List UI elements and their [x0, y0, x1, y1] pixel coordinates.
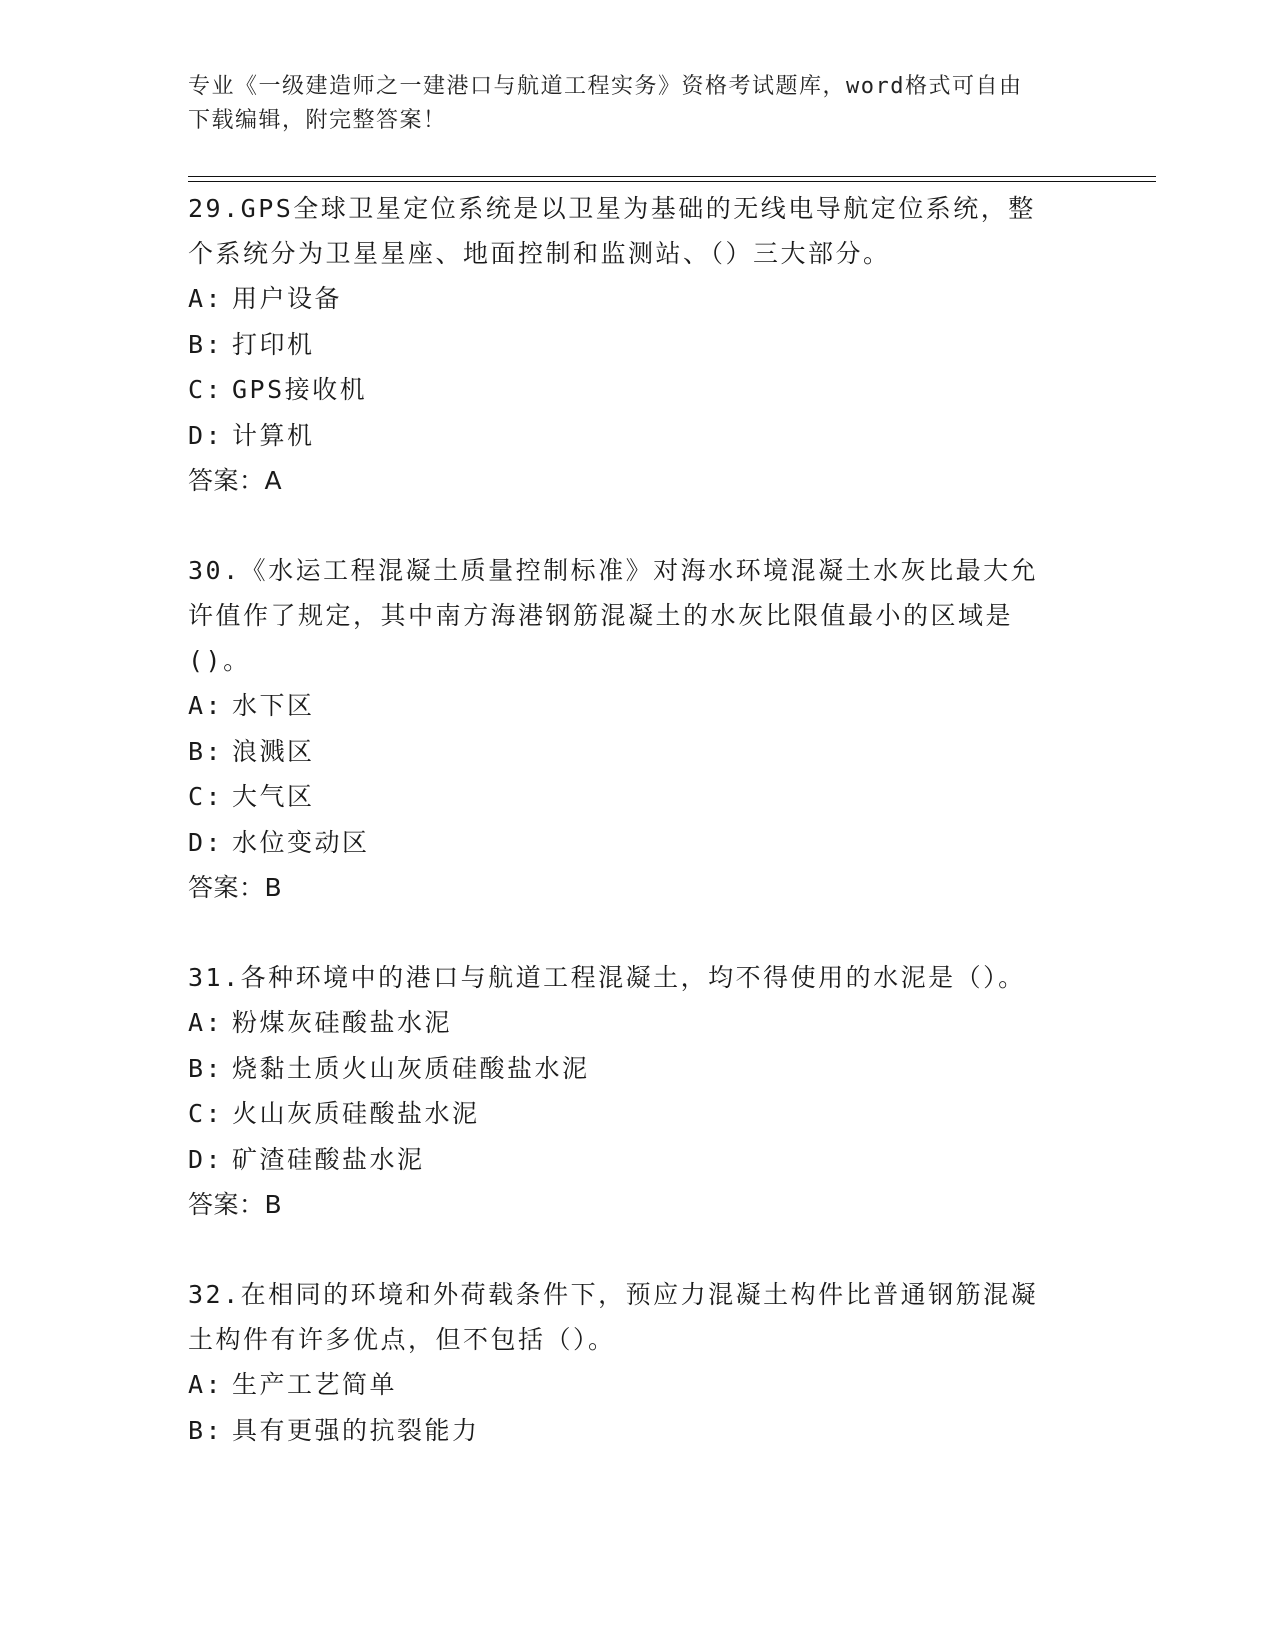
- header-divider-top: [188, 176, 1156, 177]
- question-list: [188, 186, 1088, 1453]
- question-stem-line: 许值作了规定，其中南方海港钢筋混凝土的水灰比限值最小的区域是: [188, 601, 1014, 630]
- option-text: 烧黏土质火山灰质硅酸盐水泥: [232, 1053, 590, 1083]
- option-letter: A:: [188, 1370, 224, 1399]
- option-b: [188, 1046, 1088, 1092]
- question-stem-line: 土构件有许多优点，但不包括（）。: [188, 1325, 616, 1354]
- option-letter: B:: [188, 1053, 224, 1083]
- option-c: [188, 774, 1088, 820]
- question-stem-line: 30.《水运工程混凝土质量控制标准》对海水环境混凝土水灰比最大允: [188, 556, 1039, 585]
- question-32: [188, 1272, 1088, 1453]
- option-letter: A:: [188, 691, 224, 720]
- option-text: 用户设备: [232, 284, 343, 313]
- option-letter: D:: [188, 1144, 224, 1174]
- option-text: 打印机: [232, 329, 315, 359]
- answer-line: 答案：A: [188, 466, 283, 495]
- option-b: [188, 729, 1088, 775]
- header-divider-bottom: [188, 181, 1156, 182]
- question-spacer: [188, 1227, 1088, 1272]
- question-spacer: [188, 910, 1088, 955]
- option-letter: D:: [188, 420, 224, 450]
- option-text: 大气区: [232, 782, 315, 811]
- option-letter: C:: [188, 782, 224, 811]
- option-letter: B:: [188, 736, 224, 766]
- option-a: [188, 276, 1088, 322]
- option-letter: A:: [188, 284, 224, 313]
- question-stem-line: ()。: [188, 646, 251, 675]
- option-text: 具有更强的抗裂能力: [232, 1415, 480, 1445]
- question-stem-line: 个系统分为卫星星座、地面控制和监测站、（）三大部分。: [188, 239, 891, 268]
- option-b: [188, 322, 1088, 368]
- option-a: [188, 683, 1088, 729]
- answer-line: 答案：B: [188, 1190, 283, 1219]
- option-letter: B:: [188, 329, 224, 359]
- option-d: [188, 413, 1088, 459]
- option-text: 火山灰质硅酸盐水泥: [232, 1099, 480, 1128]
- option-text: 矿渣硅酸盐水泥: [232, 1144, 425, 1174]
- option-letter: C:: [188, 375, 224, 404]
- option-d: [188, 820, 1088, 866]
- option-letter: B:: [188, 1415, 224, 1445]
- question-31: [188, 955, 1088, 1227]
- option-c: [188, 1091, 1088, 1137]
- option-b: [188, 1408, 1088, 1454]
- question-stem-line: 31.各种环境中的港口与航道工程混凝土，均不得使用的水泥是（）。: [188, 963, 1026, 992]
- option-text: 水位变动区: [232, 827, 370, 857]
- question-stem-line: 29.GPS全球卫星定位系统是以卫星为基础的无线电导航定位系统，整: [188, 194, 1036, 223]
- question-spacer: [188, 503, 1088, 548]
- option-letter: D:: [188, 827, 224, 857]
- option-a: [188, 1000, 1088, 1046]
- question-29: [188, 186, 1088, 503]
- answer-line: 答案：B: [188, 873, 283, 902]
- question-30: [188, 548, 1088, 910]
- option-text: 生产工艺简单: [232, 1370, 398, 1399]
- option-c: [188, 367, 1088, 413]
- header-line-1: 专业《一级建造师之一建港口与航道工程实务》资格考试题库，word格式可自由: [188, 74, 1023, 99]
- option-text: 浪溅区: [232, 736, 315, 766]
- question-stem-line: 32.在相同的环境和外荷载条件下，预应力混凝土构件比普通钢筋混凝: [188, 1280, 1039, 1309]
- option-text: 水下区: [232, 691, 315, 720]
- option-text: 粉煤灰硅酸盐水泥: [232, 1008, 453, 1037]
- option-text: GPS接收机: [232, 375, 368, 404]
- option-letter: A:: [188, 1008, 224, 1037]
- option-text: 计算机: [232, 420, 315, 450]
- header-note: [188, 70, 1068, 138]
- option-a: [188, 1362, 1088, 1408]
- header-line-2: 下载编辑，附完整答案！: [188, 108, 447, 133]
- option-d: [188, 1137, 1088, 1183]
- option-letter: C:: [188, 1099, 224, 1128]
